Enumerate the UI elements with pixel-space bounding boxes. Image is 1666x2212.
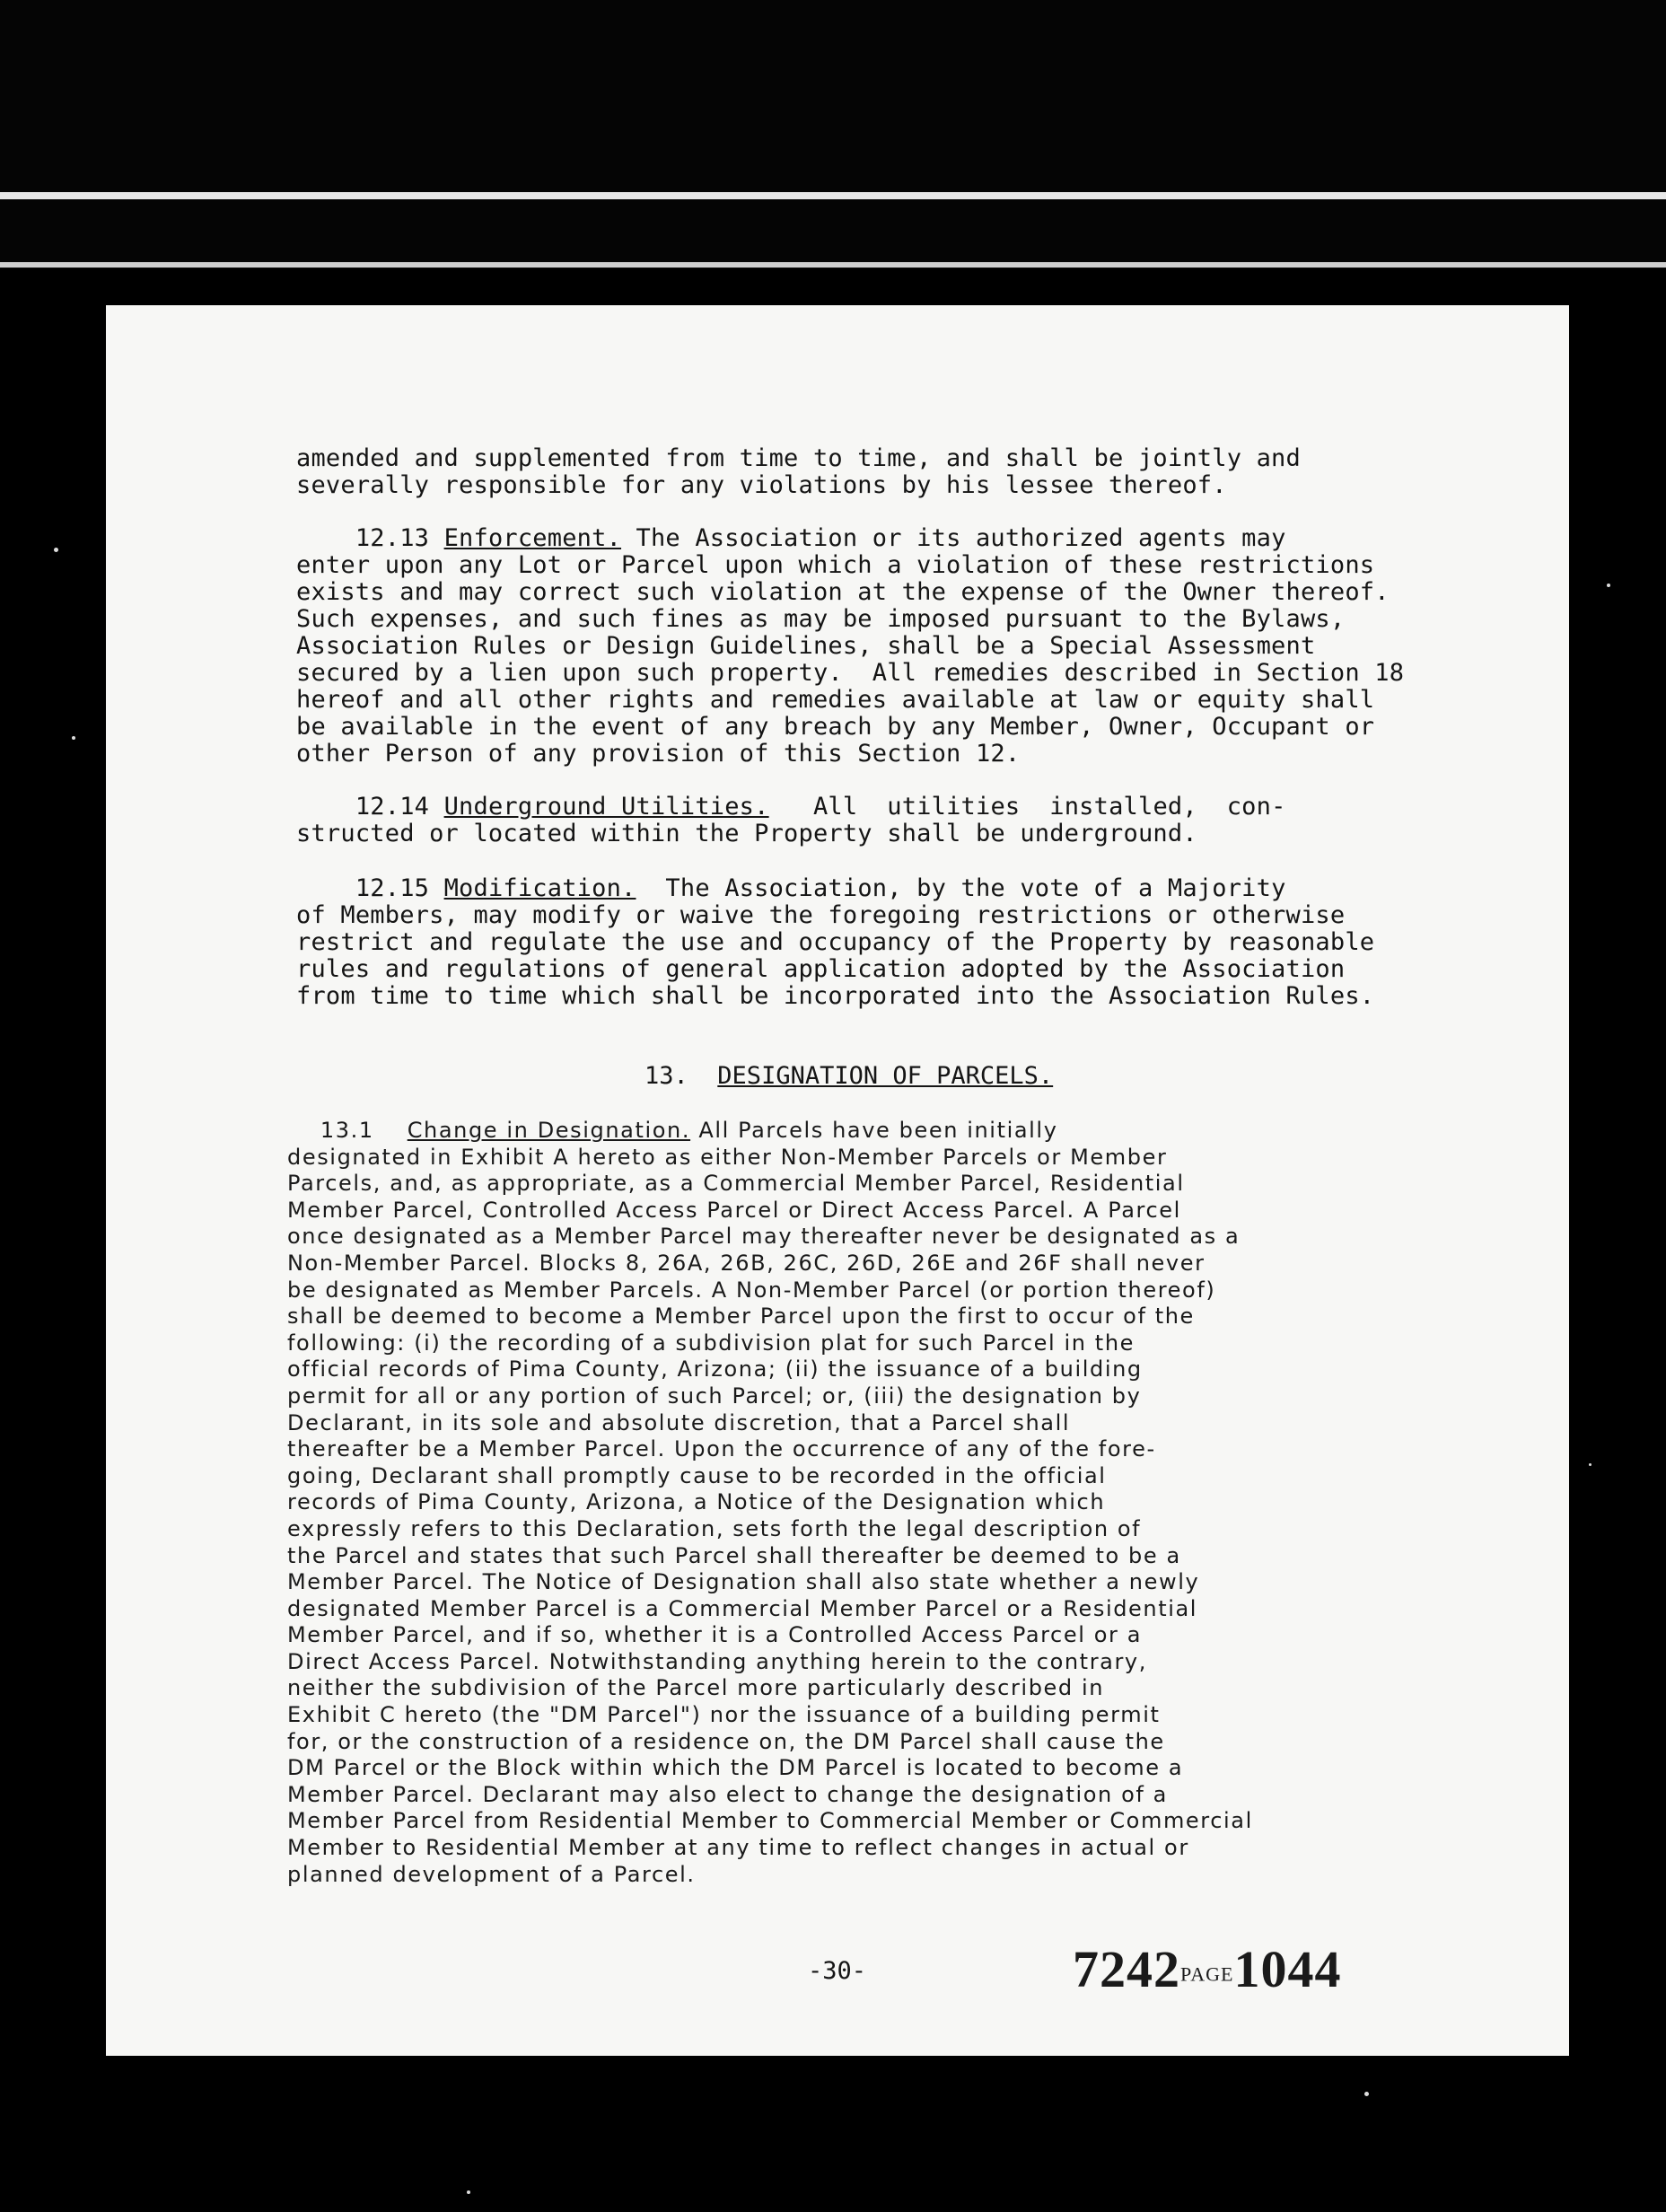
- section-13-heading: [644, 1062, 1053, 1090]
- section-12-13: [296, 524, 1405, 768]
- section-title: Modification.: [443, 874, 636, 902]
- stamp-docket: 7242: [1073, 1940, 1180, 1998]
- scan-edge-line: [0, 192, 1666, 199]
- scan-speck: [467, 2190, 470, 2194]
- section-title: DESIGNATION OF PARCELS.: [717, 1062, 1054, 1090]
- section-text-first-line: The Association or its authorized agents may: [621, 524, 1286, 552]
- section-number: 13.: [644, 1062, 688, 1090]
- section-text: structed or located within the Property shall be underground.: [296, 820, 1197, 847]
- section-12-15: [296, 875, 1396, 1010]
- section-12-14: [296, 794, 1396, 847]
- section-number: 13.1: [320, 1118, 374, 1143]
- scan-speck: [1364, 2092, 1369, 2096]
- scan-speck: [1589, 1463, 1591, 1466]
- section-text-first-line: All utilities installed, con-: [768, 793, 1286, 821]
- scan-speck: [54, 548, 58, 552]
- section-text-first-line: The Association, by the vote of a Majority: [636, 874, 1286, 902]
- scan-top-border: [0, 0, 1666, 269]
- section-title: Change in Designation.: [407, 1118, 691, 1143]
- section-13-1: [287, 1118, 1400, 1888]
- section-text: designated in Exhibit A hereto as either Non-Member Parcels or Member Parcels, and, as appropriate, as a Commercial Member Parcel, Residential Member Parcel, Controlled Access Parcel or Direct Access Parcel. A Parcel once designated as a Member Parcel may thereafter never be designated as a Non-Member Parcel. Blocks 8, 26A, 26B, 26C, 26D, 26E and 26F shall never be designated as Member Parcels. A Non-Member Parcel (or portion thereof) shall be deemed to become a Member Parcel upon the first to occur of the following: (i) the recording of a subdivision plat for such Parcel in the official records of Pima County, Arizona; (ii) the issuance of a building permit for all or any portion of such Parcel; or, (iii) the designation by Declarant, in its sole and absolute discretion, that a Parcel shall thereafter be a Member Parcel. Upon the occurrence of any of the fore- going, Declarant shall promptly cause to be recorded in the official records of Pima County, Arizona, a Notice of the Designation which expressly refers to this Declaration, sets forth the legal description of the Parcel and states that such Parcel shall thereafter be deemed to be a Member Parcel. The Notice of Designation shall also state whether a newly designated Member Parcel is a Commercial Member Parcel or a Residential Member Parcel, and if so, whether it is a Controlled Access Parcel or a Direct Access Parcel. Notwithstanding anything herein to the contrary, neither the subdivision of the Parcel more particularly described in Exhibit C hereto (the "DM Parcel") nor the issuance of a building permit for, or the construction of a residence on, the DM Parcel shall cause the DM Parcel or the Block within which the DM Parcel is located to become a Member Parcel. Declarant may also elect to change the designation of a Member Parcel from Residential Member to Commercial Member or Commercial Member to Residential Member at any time to reflect changes in actual or planned development of a Parcel.: [287, 1144, 1253, 1887]
- section-text-first-line: All Parcels have been initially: [690, 1118, 1058, 1143]
- scan-speck: [1607, 584, 1610, 587]
- section-text: enter upon any Lot or Parcel upon which a violation of these restrictions exists and may correct such violation at the expense of the Owner thereof. Such expenses, and such fines as may be imposed pursuant to the Bylaws, Association Rules or Design Guidelines, shall be a Special Assessment secured by a lien upon such property. All remedies described in Section 18 hereof and all other rights and remedies available at law or equity shall be available in the event of any breach by any Member, Owner, Occupant or other Person of any provision of this Section 12.: [296, 551, 1405, 768]
- scan-edge-line-lower: [0, 262, 1666, 268]
- stamp-page-label: PAGE: [1180, 1962, 1234, 1986]
- paragraph-continuation: amended and supplemented from time to time, and shall be jointly and severally responsible for any violations by his lessee thereof.: [296, 444, 1301, 499]
- section-title: Enforcement.: [443, 524, 622, 552]
- section-title: Underground Utilities.: [443, 793, 769, 821]
- scan-speck: [72, 736, 75, 740]
- section-number: 12.14: [355, 793, 430, 821]
- recording-stamp: [1073, 1939, 1341, 1999]
- section-number: 12.13: [355, 524, 430, 552]
- section-number: 12.15: [355, 874, 430, 902]
- section-text: of Members, may modify or waive the foregoing restrictions or otherwise restrict and regulate the use and occupancy of the Property by reasonable rules and regulations of general application adopted by the Association from time to time which shall be incorporated into the Association Rules.: [296, 901, 1375, 1010]
- page-number: -30-: [808, 1957, 867, 1985]
- stamp-page: 1044: [1233, 1940, 1342, 1998]
